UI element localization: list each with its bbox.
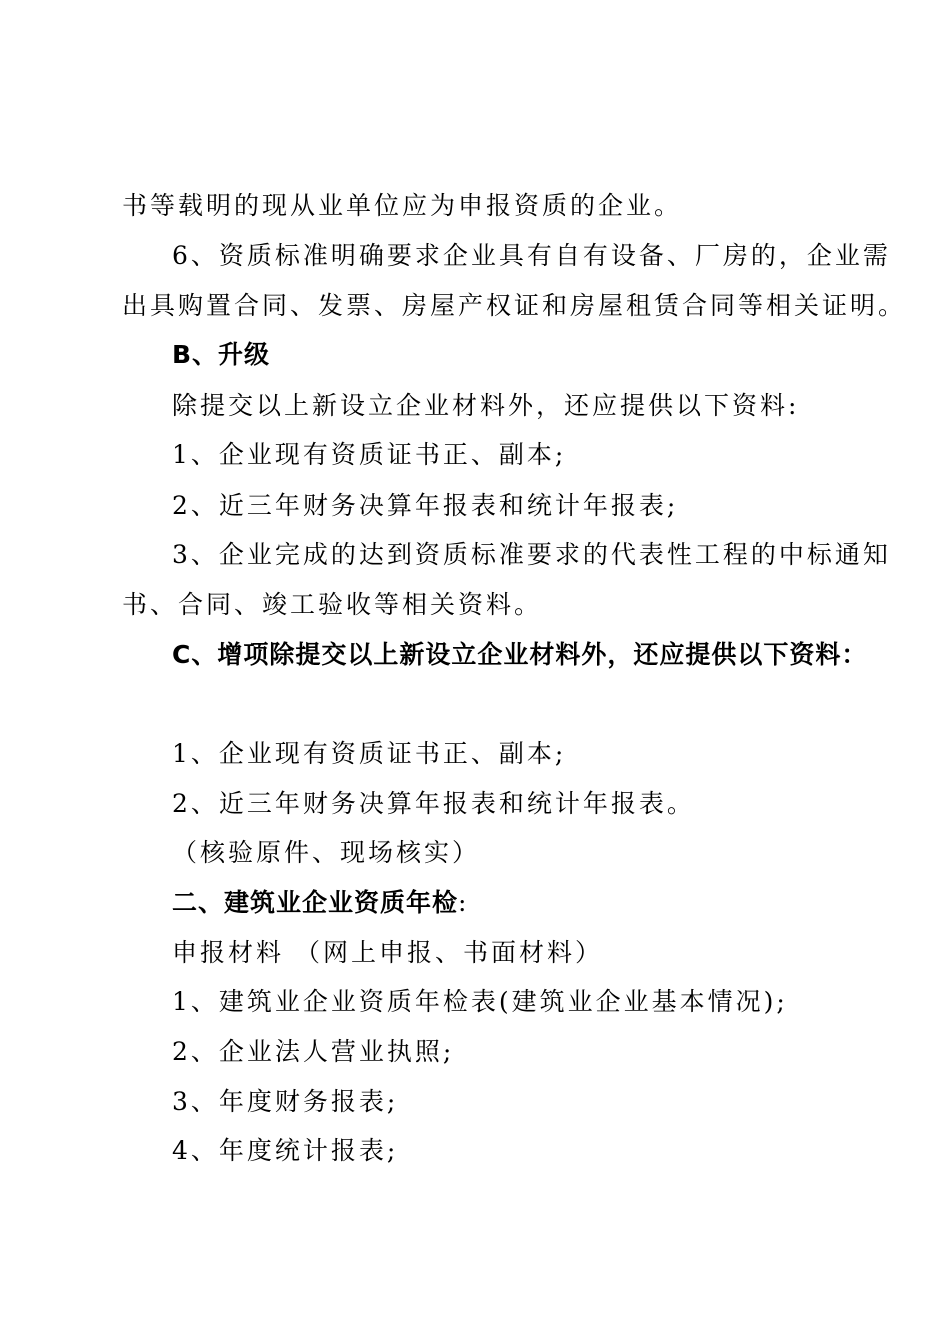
section-heading-b: B、升级 — [172, 340, 271, 369]
list-item-2: 2、近三年财务决算年报表和统计年报表; — [172, 491, 679, 520]
list-item-2: 2、近三年财务决算年报表和统计年报表。 — [172, 789, 695, 818]
section-heading-2-text: 二、建筑业企业资质年检 — [172, 888, 459, 917]
paragraph-line: 书、合同、竣工验收等相关资料。 — [122, 590, 543, 619]
list-item-3: 3、年度财务报表; — [172, 1087, 399, 1116]
list-item-1: 1、建筑业企业资质年检表(建筑业企业基本情况); — [172, 987, 788, 1016]
list-item-1: 1、企业现有资质证书正、副本; — [172, 440, 567, 469]
section-heading-c: C、增项除提交以上新设立企业材料外，还应提供以下资料： — [172, 640, 868, 669]
paragraph-line: 出具购置合同、发票、房屋产权证和房屋租赁合同等相关证明。 — [122, 291, 907, 320]
list-item-4: 4、年度统计报表; — [172, 1136, 399, 1165]
paragraph-line: 除提交以上新设立企业材料外，还应提供以下资料: — [172, 391, 800, 420]
list-item-3: 3、企业完成的达到资质标准要求的代表性工程的中标通知 — [172, 540, 891, 569]
section-heading-2-colon: : — [458, 888, 470, 917]
paragraph-line: 申报材料 （网上申报、书面材料） — [172, 938, 603, 967]
paragraph-line: 书等载明的现从业单位应为申报资质的企业。 — [122, 191, 683, 220]
note-line: （核验原件、现场核实） — [172, 838, 481, 867]
list-item-6: 6、资质标准明确要求企业具有自有设备、厂房的，企业需 — [172, 241, 891, 270]
list-item-1: 1、企业现有资质证书正、副本; — [172, 739, 567, 768]
list-item-2: 2、企业法人营业执照; — [172, 1037, 455, 1066]
section-heading-2 — [172, 887, 469, 919]
